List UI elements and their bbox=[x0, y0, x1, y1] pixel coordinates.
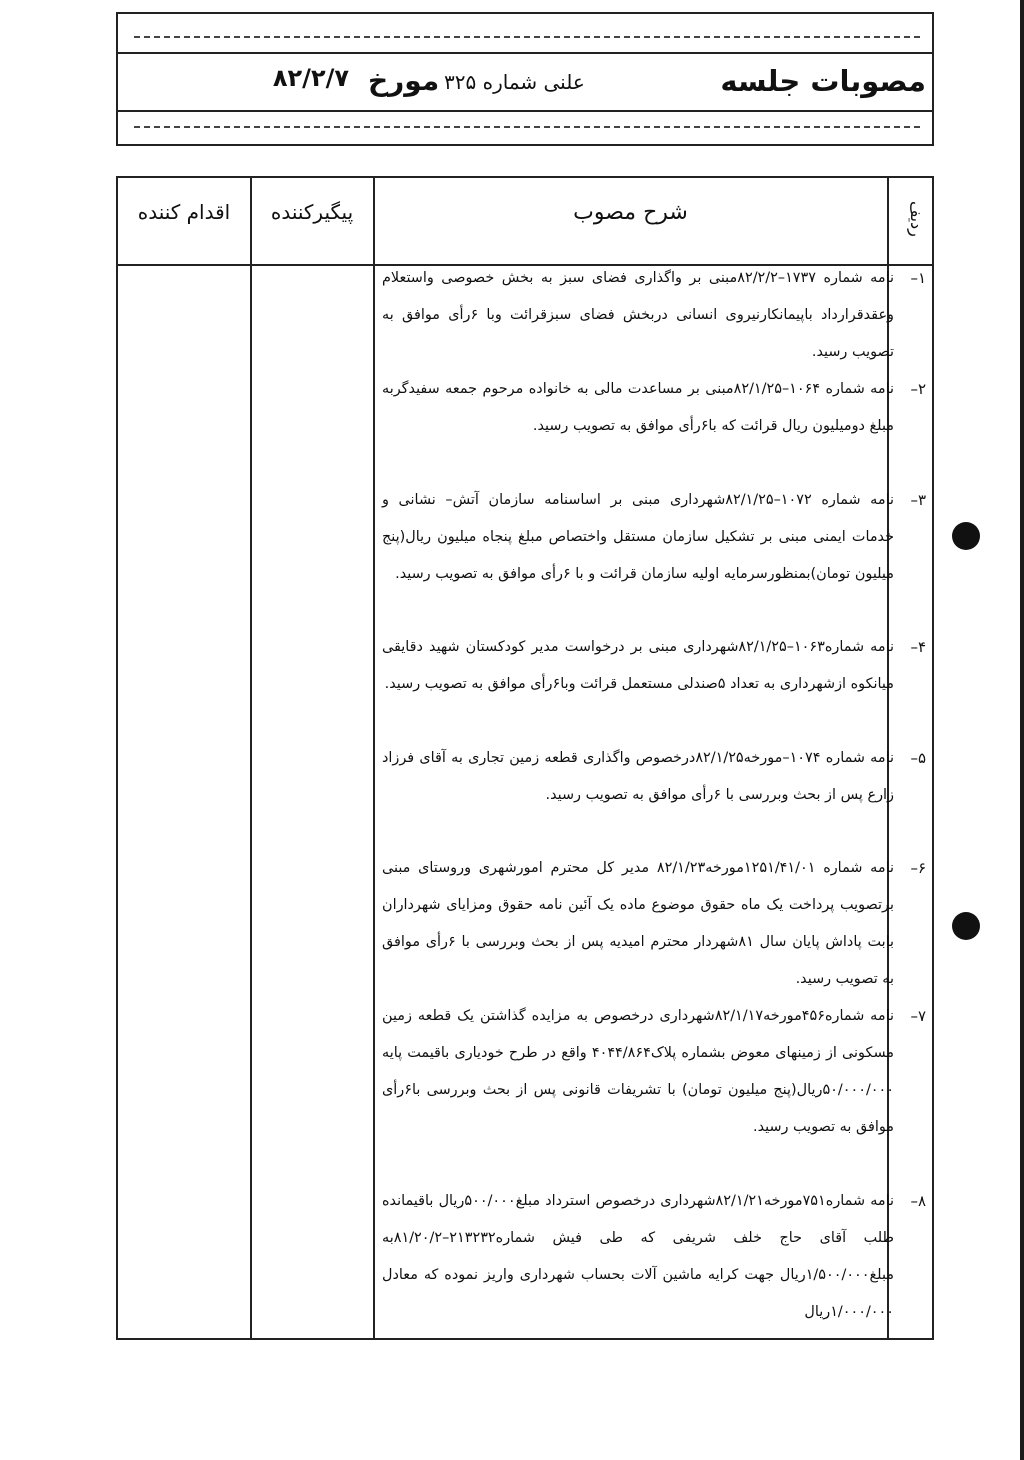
item-number: ۵– bbox=[910, 749, 926, 767]
item-text: نامه شماره ۱۷۳۷–۸۲/۲/۲مبنی بر واگذاری فضای سبز به بخش خصوصی واستعلام وعقدقرارداد باپیمانکارنیروی انسانی دربخش فضای سبزقرائت وبا ۶رأی موافق به تصویب رسید. bbox=[382, 270, 895, 360]
item-number: ۴– bbox=[910, 638, 926, 656]
dashed-divider bbox=[134, 126, 920, 128]
resolution-item bbox=[382, 371, 932, 445]
header-divider bbox=[118, 110, 932, 112]
item-text: نامه شماره۴۵۶مورخه۸۲/۱/۱۷شهرداری درخصوص به مزایده گذاشتن یک قطعه زمین مسکونی از زمینهای معوض بشماره پلاک۴۰۴۴/۸۶۴ واقع در طرح خودیاری باقیمت پایه ۵۰/۰۰۰/۰۰۰ریال(پنج میلیون تومان) با تشریفات قانونی پس از بحث وبررسی با۶رأی موافق به تصویب رسید. bbox=[382, 1008, 894, 1135]
punch-hole bbox=[952, 912, 980, 940]
resolutions-table bbox=[116, 176, 934, 1340]
resolution-item bbox=[382, 260, 932, 371]
column-header-description: شرح مصوب bbox=[573, 200, 688, 225]
resolution-item bbox=[382, 482, 932, 593]
punch-hole bbox=[952, 522, 980, 550]
column-header-row-number: ردیف bbox=[907, 201, 926, 237]
item-number: ۷– bbox=[910, 1007, 926, 1025]
item-number: ۱– bbox=[910, 269, 926, 287]
item-text: نامه شماره ۱۲۵۱/۴۱/۰۱مورخه۸۲/۱/۲۳ مدیر کل محترم امورشهری وروستای مبنی برتصویب پرداخت یک ماه حقوق موضوع ماده یک آئین نامه حقوق ومزایای شهرداران بابت پاداش پایان سال ۸۱شهردار محترم امیدیه پس از بحث وبررسی با ۶رأی موافق به تصویب رسید. bbox=[382, 860, 894, 987]
date-label: مورخ bbox=[368, 64, 440, 97]
column-divider bbox=[250, 178, 252, 1338]
resolution-item bbox=[382, 629, 932, 703]
item-text: نامه شماره ۱۰۷۲–۸۲/۱/۲۵شهرداری مبنی بر اساسنامه سازمان آتش– نشانی و خدمات ایمنی مبنی بر تشکیل سازمان مستقل واختصاص مبلغ پنجاه میلیون ریال(پنج میلیون تومان)بمنظورسرمایه اولیه سازمان قرائت و با ۶رأی موافق به تصویب رسید. bbox=[382, 492, 894, 582]
item-number: ۶– bbox=[910, 859, 926, 877]
column-divider bbox=[373, 178, 375, 1338]
header-divider bbox=[118, 52, 932, 54]
column-header-follower: پیگیرکننده bbox=[270, 200, 354, 224]
resolution-item bbox=[382, 850, 932, 998]
item-number: ۸– bbox=[910, 1192, 926, 1210]
item-text: نامه شماره۷۵۱مورخه۸۲/۱/۲۱شهرداری درخصوص استرداد مبلغ۵۰۰/۰۰۰ریال باقیمانده طلب آقای حاج خلف شریفی که طی فیش شماره۲۱۳۲۳۲–۸۱/۲۰/۲به مبلغ۱/۵۰۰/۰۰۰ریال جهت کرایه ماشین آلات بحساب شهرداری واریز نموده که معادل ۱/۰۰۰/۰۰۰ریال bbox=[382, 1193, 895, 1320]
item-number: ۲– bbox=[910, 380, 926, 398]
page-edge bbox=[1020, 0, 1024, 1460]
resolution-item bbox=[382, 1183, 932, 1331]
resolution-item bbox=[382, 998, 932, 1146]
item-number: ۳– bbox=[910, 491, 926, 509]
item-text: نامه شماره۱۰۶۳–۸۲/۱/۲۵شهرداری مبنی بر درخواست مدیر کودکستان شهید دقایقی میانکوه ازشهرداری به تعداد ۵صندلی مستعمل قرائت وبا۶رأی موافق به تصویب رسید. bbox=[382, 639, 894, 692]
header-box bbox=[116, 12, 934, 146]
item-text: نامه شماره ۱۰۷۴–مورخه۸۲/۱/۲۵درخصوص واگذاری قطعه زمین تجاری به آقای فرزاد زارع پس از بحث وبررسی با ۶رأی موافق به تصویب رسید. bbox=[382, 750, 894, 803]
column-header-actor: اقدام کننده bbox=[137, 200, 231, 224]
page-title: مصوبات جلسه bbox=[720, 64, 926, 98]
resolution-item bbox=[382, 740, 932, 814]
item-text: نامه شماره ۱۰۶۴–۸۲/۱/۲۵مبنی بر مساعدت مالی به خانواده مرحوم جمعه سفیدگربه مبلغ دومیلیون ریال قرائت که با۶رأی موافق به تصویب رسید. bbox=[382, 381, 894, 434]
session-number: علنی شماره ۳۲۵ bbox=[444, 70, 585, 94]
dashed-divider bbox=[134, 36, 920, 38]
date-value: ۸۲/۲/۷ bbox=[272, 64, 349, 92]
